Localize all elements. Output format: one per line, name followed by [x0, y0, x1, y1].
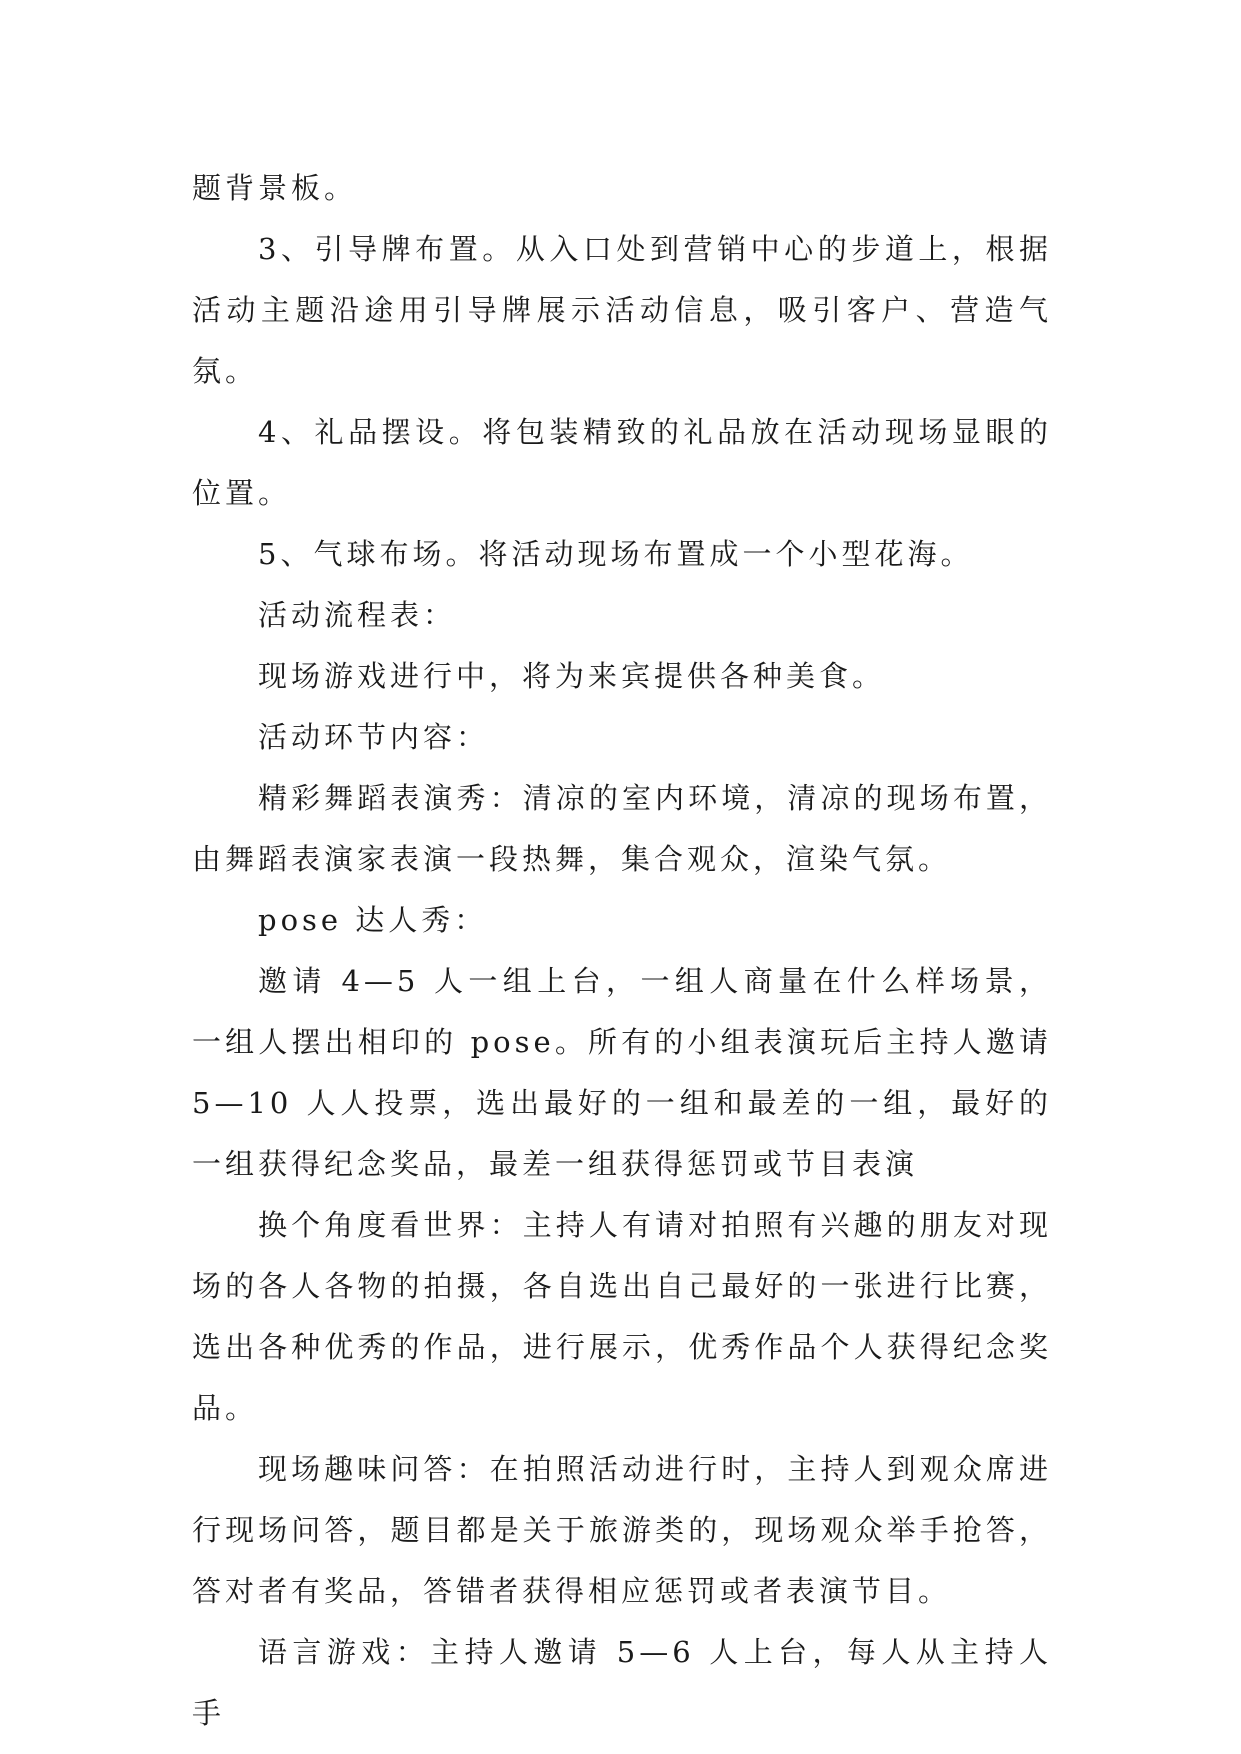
- paragraph-dance-show: 精彩舞蹈表演秀：清凉的室内环境，清凉的现场布置，由舞蹈表演家表演一段热舞，集合观众，渲染气氛。: [192, 781, 1052, 876]
- paragraph-balloons: 5、气球布场。将活动现场布置成一个小型花海。: [258, 537, 974, 571]
- paragraph-language-game: 语言游戏：主持人邀请 5—6 人上台，每人从主持人手: [192, 1635, 1052, 1730]
- paragraph-food: 现场游戏进行中，将为来宾提供各种美食。: [258, 659, 886, 693]
- paragraph-signage: 3、引导牌布置。从入口处到营销中心的步道上，根据活动主题沿途用引导牌展示活动信息，吸引客户、营造气氛。: [192, 232, 1052, 388]
- paragraph-gifts: 4、礼品摆设。将包装精致的礼品放在活动现场显眼的位置。: [192, 415, 1052, 510]
- heading-pose-show: pose 达人秀：: [258, 903, 488, 937]
- heading-segments: 活动环节内容：: [258, 720, 490, 754]
- paragraph-photo-contest: 换个角度看世界：主持人有请对拍照有兴趣的朋友对现场的各人各物的拍摄，各自选出自己最好的一张进行比赛，选出各种优秀的作品，进行展示，优秀作品个人获得纪念奖品。: [192, 1208, 1052, 1425]
- paragraph-pose-rules: 邀请 4—5 人一组上台，一组人商量在什么样场景，一组人摆出相印的 pose。所有的小组表演玩后主持人邀请 5—10 人人投票，选出最好的一组和最差的一组，最好的一组获得纪念奖品，最差一组获得惩罚或节目表演: [192, 964, 1052, 1181]
- paragraph-continuation: 题背景板。: [192, 171, 358, 205]
- heading-schedule: 活动流程表：: [258, 598, 457, 632]
- document-body: [192, 158, 1052, 1744]
- paragraph-quiz: 现场趣味问答：在拍照活动进行时，主持人到观众席进行现场问答，题目都是关于旅游类的，现场观众举手抢答，答对者有奖品，答错者获得相应惩罚或者表演节目。: [192, 1452, 1052, 1608]
